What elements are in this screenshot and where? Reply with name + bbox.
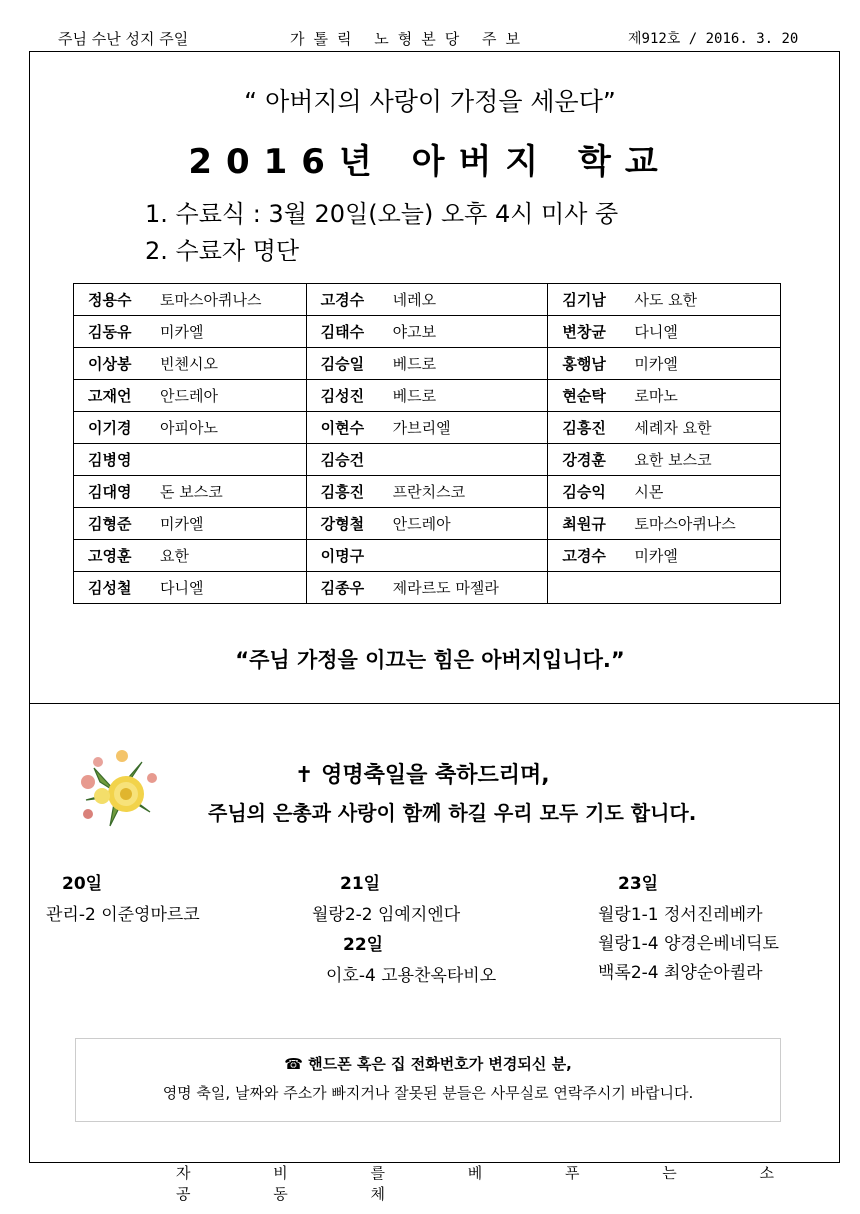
baptismal-name: 미카엘 [160,515,204,533]
graduate-cell [548,380,781,412]
footer-motto [176,1162,860,1204]
graduate-cell [548,316,781,348]
graduate-name: 이명구 [320,547,365,565]
graduate-cell [74,572,307,604]
baptismal-name: 미카엘 [634,355,678,373]
graduate-name: 이상봉 [88,355,132,373]
graduate-name: 고경수 [320,291,365,309]
feast-day: 21일 [340,874,381,894]
graduate-name: 김흥진 [562,419,606,437]
graduate-name: 김성진 [320,387,365,405]
graduate-name: 고재언 [88,387,132,405]
baptismal-name: 로마노 [634,387,678,405]
graduate-cell [548,508,781,540]
baptismal-name: 요한 보스코 [634,451,712,469]
feast-entry: 월랑1-1 정서진레베카 [598,905,763,925]
graduate-cell [306,508,548,540]
baptismal-name: 빈첸시오 [160,355,218,373]
feast-entry: 백록2-4 최양순아퀼라 [598,963,763,983]
baptismal-name: 네레오 [392,291,437,309]
footer-text: 자 비 를 베 푸 는 소 공 동 체 [176,1164,794,1203]
baptismal-name: 프란치스코 [392,483,466,501]
table-row [74,412,781,444]
graduate-name: 강경훈 [562,451,606,469]
baptismal-name: 베드로 [392,387,437,405]
graduate-cell [548,284,781,316]
feast-day: 23일 [618,874,659,894]
bulletin-header [0,28,860,52]
feast-entry: 월랑2-2 임예지엔다 [312,905,461,925]
feast-entry: 이호-4 고용찬옥타비오 [326,966,497,986]
graduate-name: 고경수 [562,547,606,565]
table-row [74,572,781,604]
graduate-name: 홍행남 [562,355,606,373]
baptismal-name: 안드레아 [160,387,218,405]
graduate-cell [306,476,548,508]
contact-notice [75,1038,781,1122]
feast-day: 22일 [343,935,384,955]
graduate-name: 현순탁 [562,387,606,405]
baptismal-name: 요한 [160,547,189,565]
notice-line-1: ☎ 핸드폰 혹은 집 전화번호가 변경되신 분, [284,1055,572,1073]
graduate-cell [74,540,307,572]
graduate-cell [548,572,781,604]
graduate-cell [74,508,307,540]
graduate-name: 강형철 [320,515,365,533]
graduate-name: 이현수 [320,419,365,437]
graduate-cell [306,572,548,604]
baptismal-name: 사도 요한 [634,291,698,309]
table-row [74,284,781,316]
baptismal-name: 야고보 [392,323,437,341]
table-row [74,476,781,508]
baptismal-name: 가브리엘 [392,419,451,437]
table-row [74,508,781,540]
graduate-name: 김흥진 [320,483,365,501]
feast-entry: 월랑1-4 양경은베네딕토 [598,934,779,954]
bulletin-title: 가톨릭 노형본당 주보 [290,30,529,48]
graduate-cell [548,348,781,380]
baptismal-name: 세례자 요한 [634,419,712,437]
feast-day: 20일 [62,874,103,894]
feast-greeting: ✝ 영명축일을 축하드리며, [295,763,550,788]
baptismal-name: 미카엘 [160,323,204,341]
ceremony-info: 1. 수료식 : 3월 20일(오늘) 오후 4시 미사 중 [145,200,619,228]
baptismal-name: 안드레아 [392,515,451,533]
graduate-cell [74,412,307,444]
baptismal-name: 미카엘 [634,547,678,565]
baptismal-name: 제라르도 마젤라 [392,579,499,597]
graduate-cell [306,540,548,572]
graduate-cell [306,444,548,476]
graduate-cell [74,284,307,316]
graduate-name: 이기경 [88,419,132,437]
feast-blessing: 주님의 은총과 사랑이 함께 하길 우리 모두 기도 합니다. [208,801,697,825]
graduate-cell [548,476,781,508]
graduate-cell [306,284,548,316]
table-row [74,380,781,412]
graduate-cell [548,412,781,444]
graduate-cell [74,380,307,412]
baptismal-name: 다니엘 [634,323,678,341]
graduate-name: 김병영 [88,451,132,469]
graduate-cell [306,348,548,380]
baptismal-name: 아피아노 [160,419,218,437]
graduate-name: 김승건 [320,451,365,469]
section-divider [29,703,840,704]
graduate-name: 고영훈 [88,547,132,565]
notice-line-2: 영명 축일, 날짜와 주소가 빠지거나 잘못된 분들은 사무실로 연락주시기 바랍니다. [162,1084,694,1102]
graduate-cell [74,348,307,380]
graduate-name: 김기남 [562,291,606,309]
baptismal-name: 토마스아퀴나스 [160,291,262,309]
graduate-cell [74,316,307,348]
graduates-table [73,283,781,604]
graduate-name: 김대영 [88,483,132,501]
section-title: 2016년 아버지 학교 [188,142,672,182]
graduate-cell [306,380,548,412]
graduate-name: 변창균 [562,323,606,341]
baptismal-name: 토마스아퀴나스 [634,515,736,533]
graduate-cell [74,444,307,476]
table-row [74,348,781,380]
liturgical-day: 주님 수난 성지 주일 [58,30,189,48]
table-row [74,444,781,476]
baptismal-name: 다니엘 [160,579,204,597]
graduate-name: 최원규 [562,515,606,533]
closing-quote: “주님 가정을 이끄는 힘은 아버지입니다.” [235,648,625,672]
feast-entry: 관리-2 이준영마르코 [46,905,200,925]
table-row [74,540,781,572]
graduate-name: 김성철 [88,579,132,597]
graduate-cell [548,540,781,572]
graduate-name: 김태수 [320,323,365,341]
flower-image [64,748,168,830]
graduate-cell [306,316,548,348]
issue-number-date: 제912호 / 2016. 3. 20 [628,31,799,47]
graduate-name: 김종우 [320,579,365,597]
section-quote: “ 아버지의 사랑이 가정을 세운다” [244,87,616,116]
graduate-cell [548,444,781,476]
graduate-cell [74,476,307,508]
graduates-heading: 2. 수료자 명단 [145,237,300,265]
baptismal-name: 베드로 [392,355,437,373]
graduate-name: 정용수 [88,291,132,309]
graduate-name: 김승익 [562,483,606,501]
baptismal-name: 시몬 [634,483,664,501]
table-row [74,316,781,348]
graduate-name: 김형준 [88,515,132,533]
graduate-name: 김동유 [88,323,132,341]
graduate-cell [306,412,548,444]
graduate-name: 김승일 [320,355,365,373]
baptismal-name: 돈 보스코 [160,483,223,501]
